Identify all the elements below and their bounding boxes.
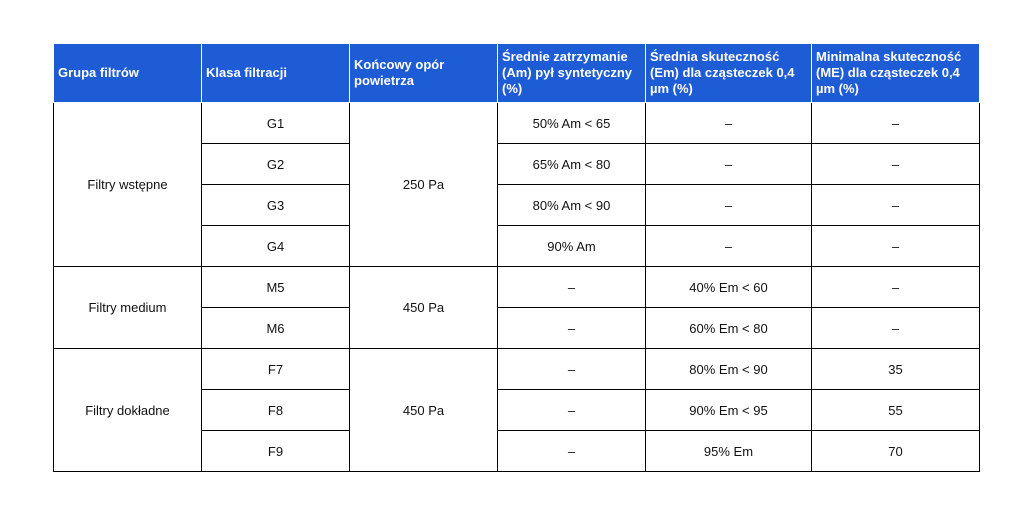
arrestance-cell: 90% Am — [498, 226, 646, 267]
min-efficiency-cell: 35 — [812, 349, 980, 390]
class-cell: F7 — [202, 349, 350, 390]
min-efficiency-cell: 70 — [812, 431, 980, 472]
arrestance-cell: 80% Am < 90 — [498, 185, 646, 226]
class-cell: G1 — [202, 103, 350, 144]
header-average-arrestance: Średnie zatrzymanie (Am) pył syntetyczny (%) — [498, 44, 646, 103]
group-name-cell: Filtry wstępne — [54, 103, 202, 267]
class-cell: G3 — [202, 185, 350, 226]
group-name-cell: Filtry dokładne — [54, 349, 202, 472]
header-filter-class: Klasa filtracji — [202, 44, 350, 103]
efficiency-cell: 90% Em < 95 — [646, 390, 812, 431]
table-header-row — [54, 44, 980, 103]
header-filter-group: Grupa filtrów — [54, 44, 202, 103]
group-name-cell: Filtry medium — [54, 267, 202, 349]
class-cell: M6 — [202, 308, 350, 349]
class-cell: G2 — [202, 144, 350, 185]
class-cell: G4 — [202, 226, 350, 267]
resistance-cell: 450 Pa — [350, 267, 498, 349]
efficiency-cell: 80% Em < 90 — [646, 349, 812, 390]
header-average-efficiency: Średnia skuteczność (Em) dla cząsteczek 0,4 µm (%) — [646, 44, 812, 103]
min-efficiency-cell: 55 — [812, 390, 980, 431]
efficiency-cell: – — [646, 144, 812, 185]
resistance-cell: 250 Pa — [350, 103, 498, 267]
min-efficiency-cell: – — [812, 226, 980, 267]
arrestance-cell: – — [498, 349, 646, 390]
efficiency-cell: – — [646, 103, 812, 144]
resistance-cell: 450 Pa — [350, 349, 498, 472]
arrestance-cell: – — [498, 267, 646, 308]
efficiency-cell: 60% Em < 80 — [646, 308, 812, 349]
arrestance-cell: 65% Am < 80 — [498, 144, 646, 185]
table-row — [54, 103, 980, 144]
efficiency-cell: – — [646, 185, 812, 226]
min-efficiency-cell: – — [812, 267, 980, 308]
min-efficiency-cell: – — [812, 185, 980, 226]
efficiency-cell: 40% Em < 60 — [646, 267, 812, 308]
table-row — [54, 267, 980, 308]
header-minimum-efficiency: Minimalna skuteczność (ME) dla cząsteczek 0,4 µm (%) — [812, 44, 980, 103]
class-cell: F9 — [202, 431, 350, 472]
class-cell: M5 — [202, 267, 350, 308]
min-efficiency-cell: – — [812, 144, 980, 185]
class-cell: F8 — [202, 390, 350, 431]
filter-classification-table — [53, 43, 980, 472]
header-final-resistance: Końcowy opór powietrza — [350, 44, 498, 103]
efficiency-cell: 95% Em — [646, 431, 812, 472]
arrestance-cell: – — [498, 308, 646, 349]
arrestance-cell: 50% Am < 65 — [498, 103, 646, 144]
arrestance-cell: – — [498, 431, 646, 472]
arrestance-cell: – — [498, 390, 646, 431]
min-efficiency-cell: – — [812, 103, 980, 144]
table-row — [54, 349, 980, 390]
efficiency-cell: – — [646, 226, 812, 267]
min-efficiency-cell: – — [812, 308, 980, 349]
